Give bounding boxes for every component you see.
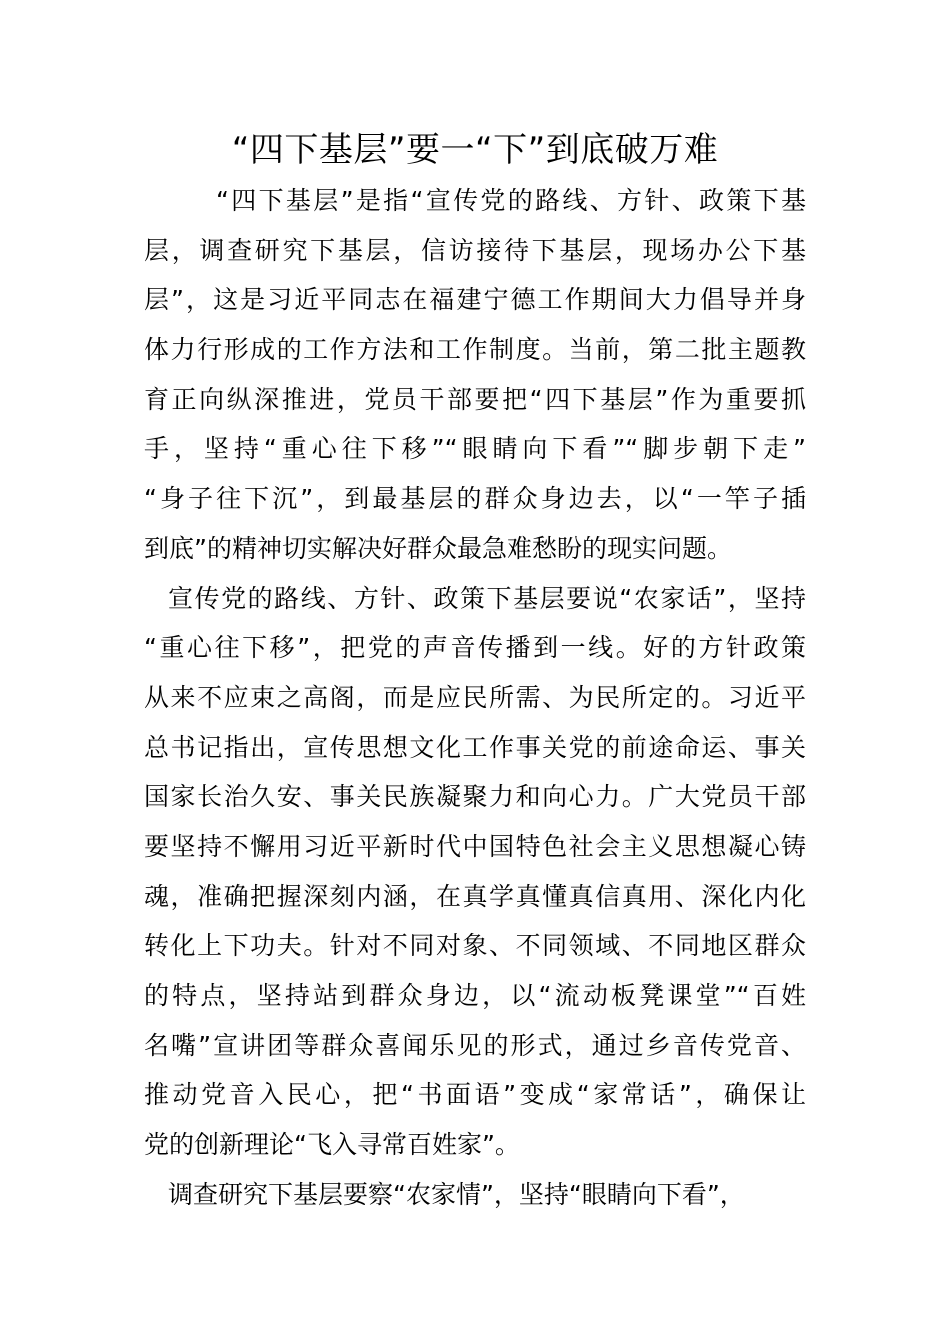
paragraph	[144, 574, 806, 1170]
paragraph	[144, 176, 806, 574]
text-line: 推动党音入民心，把“书面语”变成“家常话”，确保让	[144, 1080, 806, 1110]
text-line: “四下基层”是指“宣传党的路线、方针、政策下基	[216, 186, 806, 215]
document-body	[144, 176, 806, 1219]
text-line: 总书记指出，宣传思想文化工作事关党的前途命运、事关	[144, 732, 806, 762]
text-line: 魂，准确把握深刻内涵，在真学真懂真信真用、深化内化	[144, 881, 806, 911]
text-line: 宣传党的路线、方针、政策下基层要说“农家话”，坚持	[168, 583, 806, 613]
text-line: 层，调查研究下基层，信访接待下基层，现场办公下基	[144, 235, 806, 265]
text-line: “身子往下沉”，到最基层的群众身边去，以“一竿子插	[144, 484, 806, 514]
paragraph	[144, 1170, 806, 1220]
text-line: 党的创新理论“飞入寻常百姓家”。	[144, 1130, 520, 1160]
text-line: 名嘴”宣讲团等群众喜闻乐见的形式，通过乡音传党音、	[144, 1030, 806, 1060]
text-line: 手，坚持“重心往下移”“眼睛向下看”“脚步朝下走”	[144, 434, 806, 464]
text-line: 的特点，坚持站到群众身边，以“流动板凳课堂”“百姓	[144, 981, 806, 1010]
text-line: 要坚持不懈用习近平新时代中国特色社会主义思想凝心铸	[144, 831, 806, 861]
text-line: 国家长治久安、事关民族凝聚力和向心力。广大党员干部	[144, 782, 806, 812]
text-line: 从来不应束之高阁，而是应民所需、为民所定的。习近平	[144, 682, 806, 712]
text-line: “重心往下移”，把党的声音传播到一线。好的方针政策	[144, 633, 806, 663]
text-line: 育正向纵深推进，党员干部要把“四下基层”作为重要抓	[144, 384, 806, 414]
text-line: 调查研究下基层要察“农家情”，坚持“眼睛向下看”，	[168, 1179, 745, 1209]
document-title: “四下基层”要一“下”到底破万难	[231, 130, 719, 170]
text-line: 体力行形成的工作方法和工作制度。当前，第二批主题教	[144, 335, 806, 365]
text-line: 转化上下功夫。针对不同对象、不同领域、不同地区群众	[144, 931, 806, 961]
text-line: 到底”的精神切实解决好群众最急难愁盼的现实问题。	[144, 533, 732, 563]
text-line: 层”，这是习近平同志在福建宁德工作期间大力倡导并身	[144, 285, 806, 315]
